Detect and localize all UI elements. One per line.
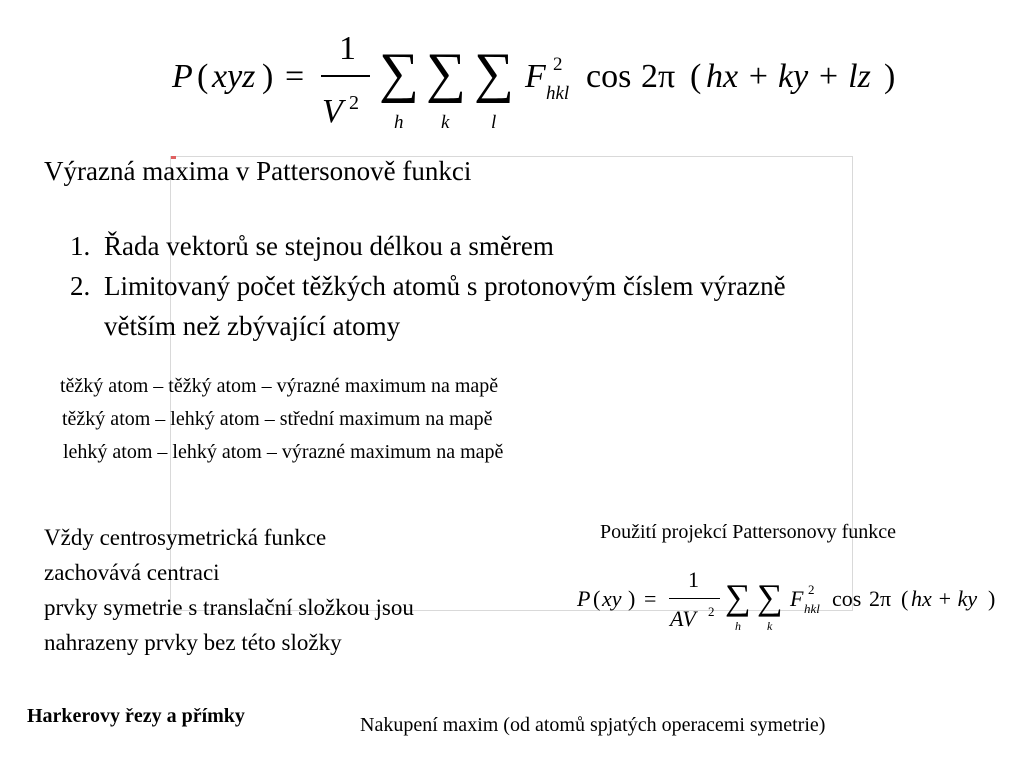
proj-lhs: P [577, 586, 591, 611]
sum-index-h: h [394, 112, 404, 133]
formula-paren-open: ( [197, 58, 209, 95]
formula-two-pi: 2π [641, 58, 676, 95]
proj-two-pi: 2π [869, 586, 892, 611]
projection-title: Použití projekcí Pattersonovy funkce [600, 521, 897, 543]
sum-symbol-l: ∑ [474, 42, 514, 104]
sum-index-l: l [491, 112, 497, 133]
sum-symbol-k: ∑ [426, 42, 466, 104]
formula-numerator: 1 [339, 30, 356, 67]
formula-factor-sup: 2 [553, 54, 563, 75]
centrosymmetry-note [44, 520, 414, 660]
formula-factor-sub: hkl [546, 83, 570, 104]
proj-denominator-exp: 2 [708, 604, 715, 619]
list-item-text: Limitovaný počet těžkých atomů s protonovým číslem výrazně [104, 271, 786, 301]
formula-equals: = [285, 58, 305, 95]
proj-fraction-bar [669, 598, 720, 599]
note-line: nahrazeny prvky bez této složky [44, 630, 342, 655]
proj-factor-sub: hkl [804, 601, 820, 616]
pair-light-light: lehký atom – lehký atom – výrazné maximum na mapě [63, 441, 504, 463]
list-item-number: 1. [70, 231, 91, 261]
reasons-list [70, 226, 786, 346]
proj-sum-index-h: h [735, 619, 741, 633]
proj-arg-paren-open: ( [901, 586, 909, 611]
proj-cos: cos [832, 586, 862, 611]
formula-lhs-args: xyz [212, 58, 256, 95]
sum-index-k: k [441, 112, 450, 133]
harker-sections-label: Harkerovy řezy a přímky [27, 705, 245, 727]
proj-lhs-args: xy [602, 586, 622, 611]
proj-factor: F [790, 586, 804, 611]
list-item-text: Řada vektorů se stejnou délkou a směrem [104, 231, 554, 261]
note-line: Vždy centrosymetrická funkce [44, 525, 327, 550]
formula-argument: hx + ky + lz [706, 58, 871, 95]
proj-paren-open: ( [593, 586, 601, 611]
formula-cos: cos [586, 58, 632, 95]
formula-factor: F [525, 58, 546, 95]
proj-numerator: 1 [688, 567, 699, 592]
list-item-continuation: větším než zbývající atomy [104, 311, 401, 341]
list-item-number: 2. [70, 271, 91, 301]
list-item [70, 226, 786, 266]
formula-arg-paren-open: ( [690, 58, 702, 95]
proj-sum-symbol-k: ∑ [757, 577, 783, 617]
formula-arg-paren-close: ) [884, 58, 896, 95]
atom-pairs [60, 375, 503, 474]
proj-sum-symbol-h: ∑ [725, 577, 751, 617]
pair-heavy-heavy: těžký atom – těžký atom – výrazné maximum na mapě [60, 375, 499, 397]
proj-equals: = [644, 586, 657, 611]
formula-denominator-exp: 2 [349, 92, 359, 114]
maxima-accumulation-label: Nakupení maxim (od atomů spjatých operacemi symetrie) [360, 714, 826, 736]
proj-argument: hx + ky [911, 586, 978, 611]
formula-denominator: V [322, 93, 343, 130]
pair-heavy-light: těžký atom – lehký atom – střední maximum na mapě [62, 408, 493, 430]
note-line: prvky symetrie s translační složkou jsou [44, 595, 414, 620]
proj-paren-close: ) [628, 586, 636, 611]
maxima-heading: Výrazná maxima v Pattersonově funkci [44, 156, 472, 186]
formula-fraction-bar [321, 75, 370, 77]
list-item [70, 266, 786, 346]
note-line: zachovává centraci [44, 560, 220, 585]
proj-arg-paren-close: ) [988, 586, 996, 611]
formula-paren-close: ) [262, 58, 274, 95]
proj-sum-index-k: k [767, 619, 773, 633]
proj-factor-sup: 2 [808, 582, 815, 597]
formula-lhs: P [172, 58, 193, 95]
proj-denominator: AV [670, 606, 696, 631]
sum-symbol-h: ∑ [379, 42, 419, 104]
